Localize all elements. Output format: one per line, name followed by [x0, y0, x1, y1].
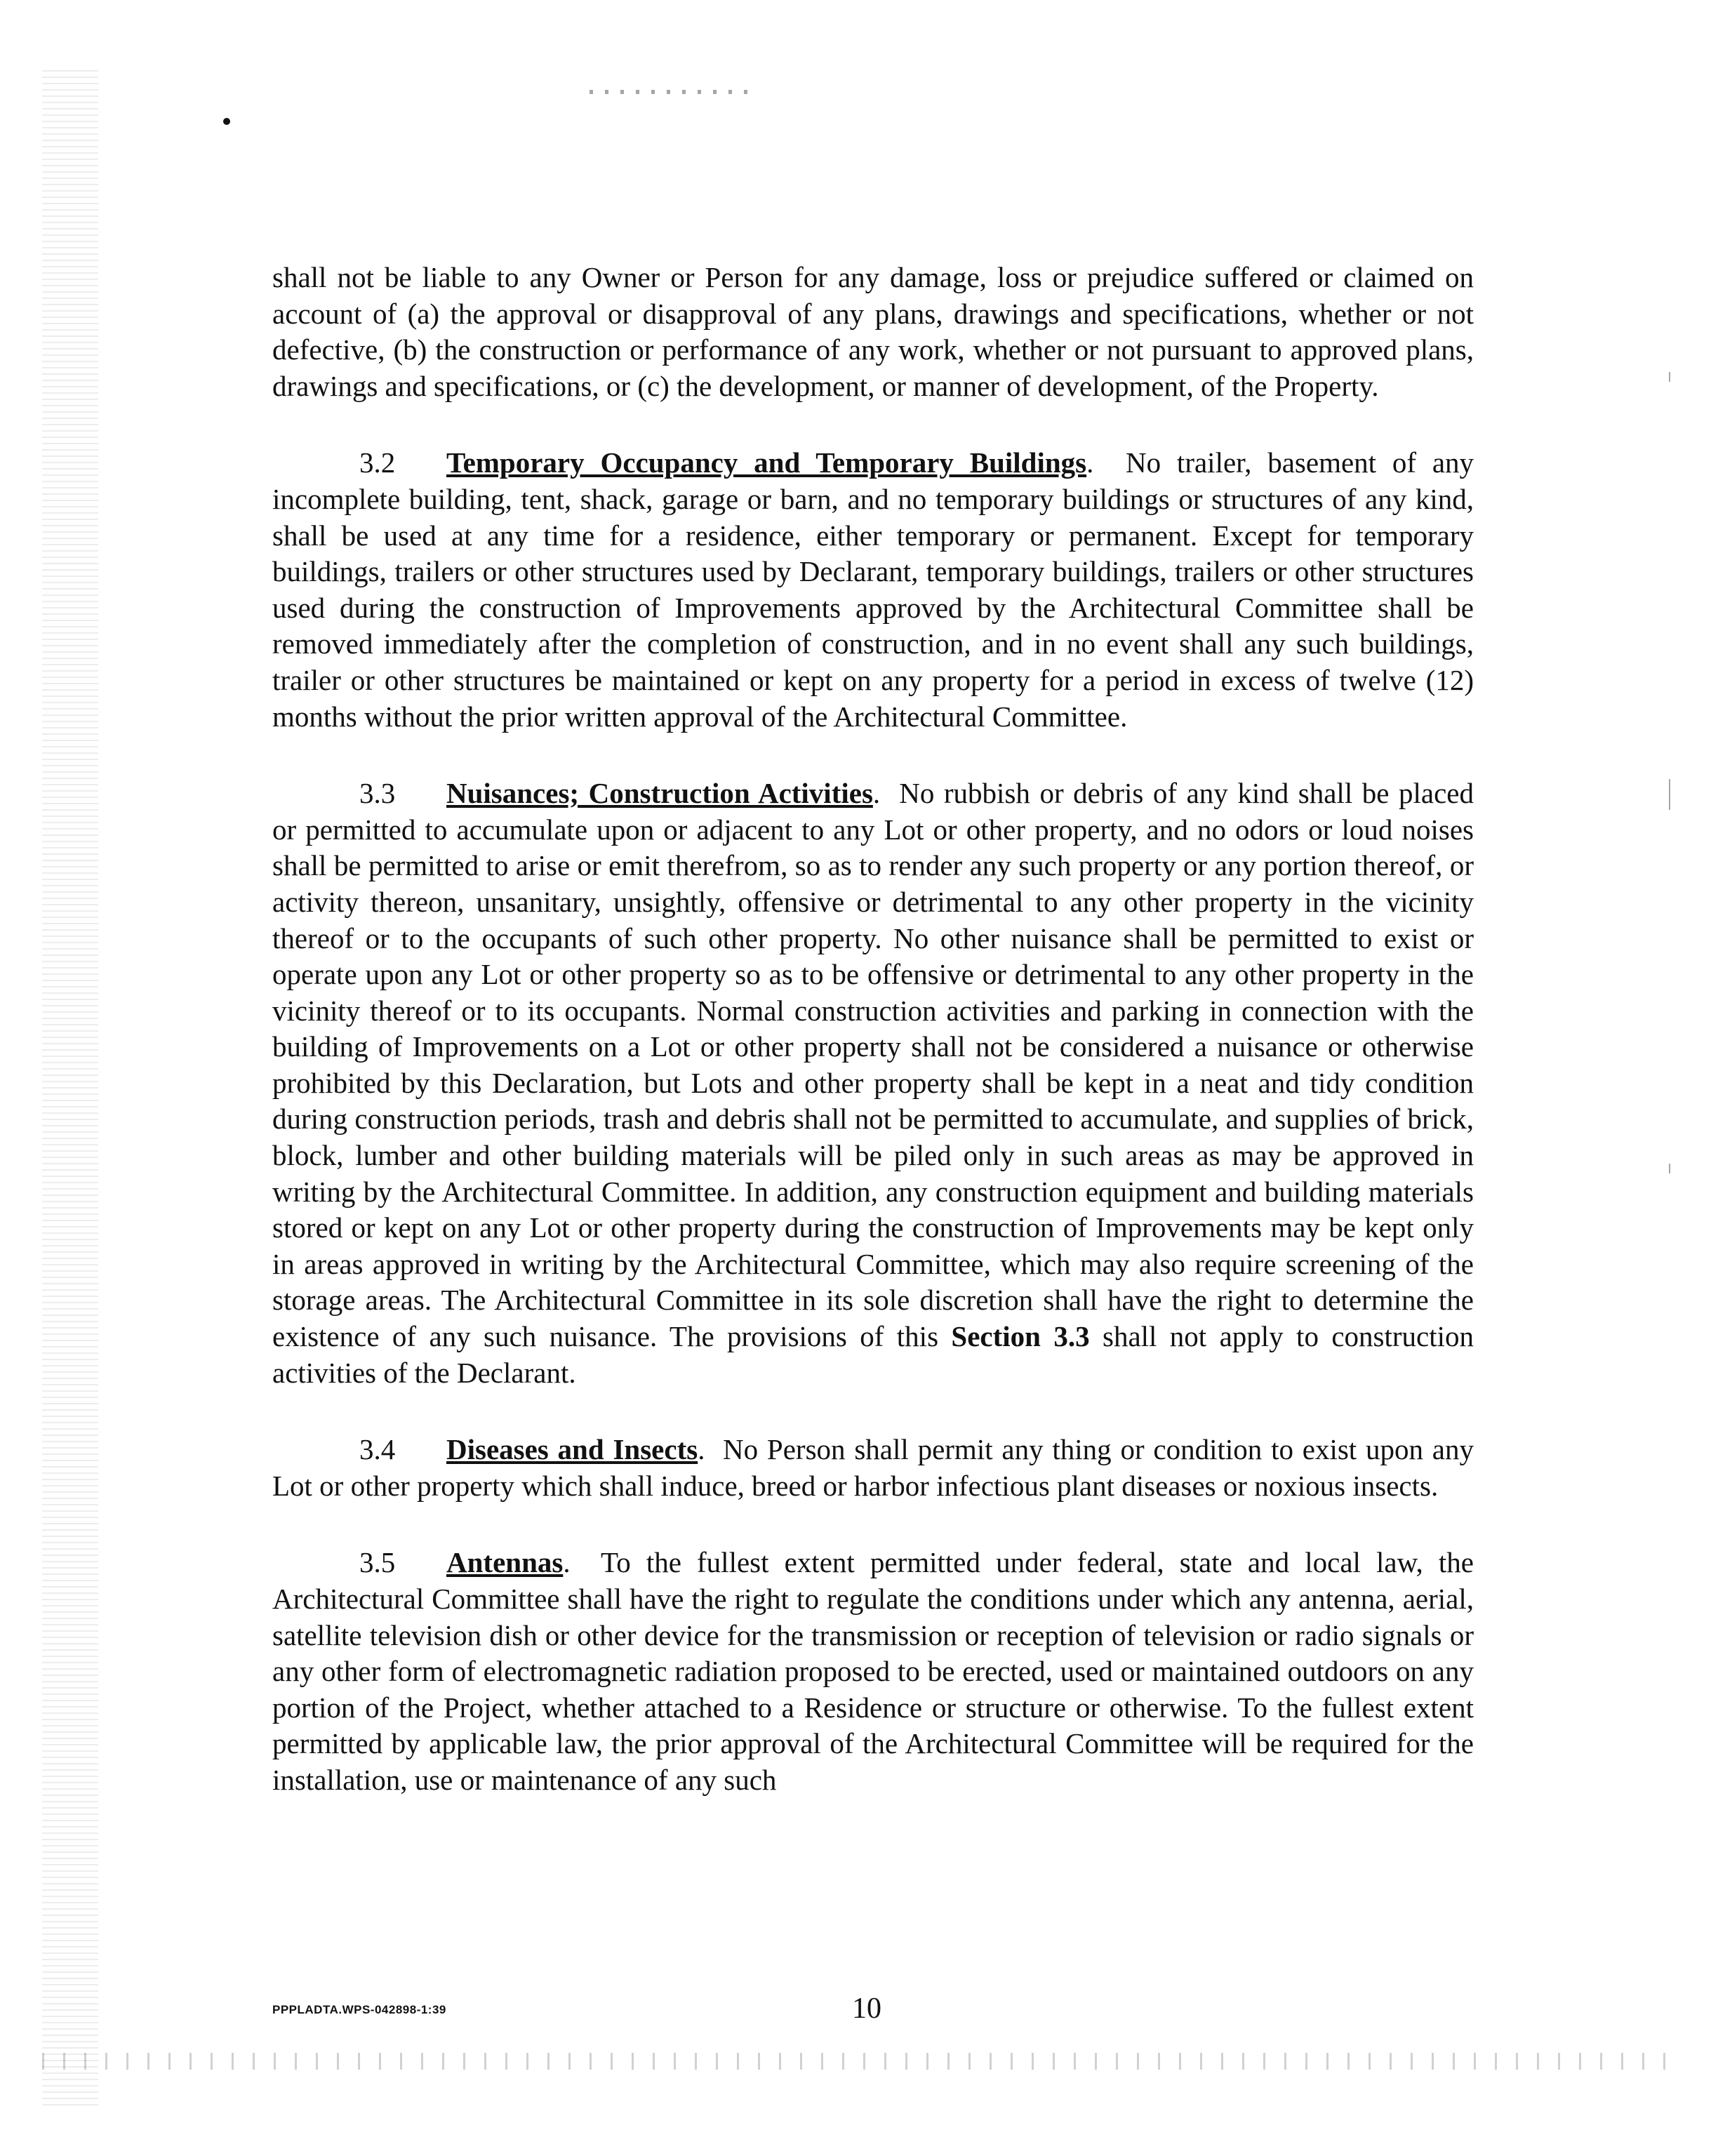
section-3-5: 3.5 Antennas. To the fullest extent permitted under federal, state and local law, the Architectural Committee shall have the right to regulate the conditions under which any antenna, aerial, satellite television dish or other device for the transmission or reception of television or radio signals or any other form of electromagnetic radiation proposed to be erected, used or maintained outdoors on any portion of the Project, whether attached to a Residence or structure or otherwise. To the fullest extent permitted by applicable law, the prior approval of the Architectural Committee will be required for the installation, use or maintenance of any such — [272, 1546, 1474, 1796]
section-number: 3.4 — [359, 1433, 396, 1466]
margin-mark — [1669, 779, 1670, 810]
section-3-4: 3.4 Diseases and Insects. No Person shall permit any thing or condition to exist upon any Lot or other property which shall induce, breed or harbor infectious plant diseases or noxious insects. — [272, 1433, 1474, 1502]
continuation-paragraph — [272, 260, 1474, 404]
margin-mark — [1669, 372, 1670, 382]
section-heading: Nuisances; Construction Activities — [446, 777, 873, 810]
footer-file-id: PPPLADTA.WPS-042898-1:39 — [272, 2003, 446, 2016]
scan-dot-artifact — [223, 118, 230, 125]
section-number: 3.2 — [359, 446, 396, 479]
section-reference: Section 3.3 — [951, 1320, 1090, 1353]
scan-bottom-artifact — [42, 2053, 1677, 2070]
section-body-end: shall not apply to construction activities of the Declarant. — [272, 1320, 1474, 1389]
section-number: 3.3 — [359, 777, 396, 810]
document-body — [272, 260, 1474, 1799]
section-body: To the fullest extent permitted under federal, state and local law, the Architectural Committee shall have the right to regulate the conditions under which any antenna, aerial, satellite television dish or other device for the transmission or reception of television or radio signals or any other form of electromagnetic radiation proposed to be erected, used or maintained outdoors on any portion of the Project, whether attached to a Residence or structure or otherwise. To the fullest extent permitted by applicable law, the prior approval of the Architectural Committee will be required for the installation, use or maintenance of any such — [272, 1546, 1474, 1796]
section-heading: Temporary Occupancy and Temporary Buildings — [446, 446, 1087, 479]
section-heading: Diseases and Insects — [446, 1433, 698, 1466]
section-body: No rubbish or debris of any kind shall be placed or permitted to accumulate upon or adjacent to any Lot or other property, and no odors or loud noises shall be permitted to arise or emit therefrom, so as to render any such property or any portion thereof, or activity thereon, unsanitary, unsightly, offensive or detrimental to any other property in the vicinity thereof or to the occupants of such other property. No other nuisance shall be permitted to exist or operate upon any Lot or other property so as to be offensive or detrimental to any other property in the vicinity thereof or to its occupants. Normal construction activities and parking in connection with the building of Improvements on a Lot or other property shall not be considered a nuisance or otherwise prohibited by this Declaration, but Lots and other property shall be kept in a neat and tidy condition during construction periods, trash and debris shall not be permitted to accumulate, and supplies of brick, block, lumber and other building materials will be piled only in such areas as may be approved in writing by the Architectural Committee. In addition, any construction equipment and building materials stored or kept on any Lot or other property during the construction of Improvements may be kept only in areas approved in writing by the Architectural Committee, which may also require screening of the storage areas. The Architectural Committee in its sole discretion shall have the right to determine the existence of any such nuisance. The provisions of this — [272, 777, 1474, 1353]
section-body: No Person shall permit any thing or condition to exist upon any Lot or other property which shall induce, breed or harbor infectious plant diseases or noxious insects. — [272, 1433, 1474, 1502]
section-3-3: 3.3 Nuisances; Construction Activities. No rubbish or debris of any kind shall be placed or permitted to accumulate upon or adjacent to any Lot or other property, and no odors or loud noises shall be permitted to arise or emit therefrom, so as to render any such property or any portion thereof, or activity thereon, unsanitary, unsightly, offensive or detrimental to any other property in the vicinity thereof or to the occupants of such other property. No other nuisance shall be permitted to exist or operate upon any Lot or other property so as to be offensive or detrimental to any other property in the vicinity thereof or to its occupants. Normal construction activities and parking in connection with the building of Improvements on a Lot or other property shall not be considered a nuisance or otherwise prohibited by this Declaration, but Lots and other property shall be kept in a neat and tidy condition during construction periods, trash and debris shall not be permitted to accumulate, and supplies of brick, block, lumber and other building materials will be piled only in such areas as may be approved in writing by the Architectural Committee. In addition, any construction equipment and building materials stored or kept on any Lot or other property during the construction of Improvements may be kept only in areas approved in writing by the Architectural Committee, which may also require screening of the storage areas. The Architectural Committee in its sole discretion shall have the right to determine the existence of any such nuisance. The provisions of this Section 3.3 shall not apply to construction activities of the Declarant. — [272, 777, 1474, 1389]
scan-edge-artifact — [42, 70, 98, 2105]
section-heading: Antennas — [446, 1546, 564, 1579]
section-number: 3.5 — [359, 1546, 396, 1579]
scan-top-artifact — [590, 90, 751, 94]
section-3-2: 3.2 Temporary Occupancy and Temporary Buildings. No trailer, basement of any incomplete building, tent, shack, garage or barn, and no temporary buildings or structures of any kind, shall be used at any time for a residence, either temporary or permanent. Except for temporary buildings, trailers or other structures used by Declarant, temporary buildings, trailers or other structures used during the construction of Improvements approved by the Architectural Committee shall be removed immediately after the completion of construction, and in no event shall any such buildings, trailer or other structures be maintained or kept on any property for a period in excess of twelve (12) months without the prior written approval of the Architectural Committee. — [272, 446, 1474, 733]
margin-mark — [1669, 1164, 1670, 1173]
section-body: No trailer, basement of any incomplete building, tent, shack, garage or barn, and no temporary buildings or structures of any kind, shall be used at any time for a residence, either temporary or permanent. Except for temporary buildings, trailers or other structures used by Declarant, temporary buildings, trailers or other structures used during the construction of Improvements approved by the Architectural Committee shall be removed immediately after the completion of construction, and in no event shall any such buildings, trailer or other structures be maintained or kept on any property for a period in excess of twelve (12) months without the prior written approval of the Architectural Committee. — [272, 446, 1474, 733]
continuation-text: shall not be liable to any Owner or Person for any damage, loss or prejudice suffered or claimed on account of (a) the approval or disapproval of any plans, drawings and specifications, whether or not defective, (b) the construction or performance of any work, whether or not pursuant to approved plans, drawings and specifications, or (c) the development, or manner of development, of the Property. — [272, 261, 1474, 402]
page-number: 10 — [852, 1992, 881, 2025]
